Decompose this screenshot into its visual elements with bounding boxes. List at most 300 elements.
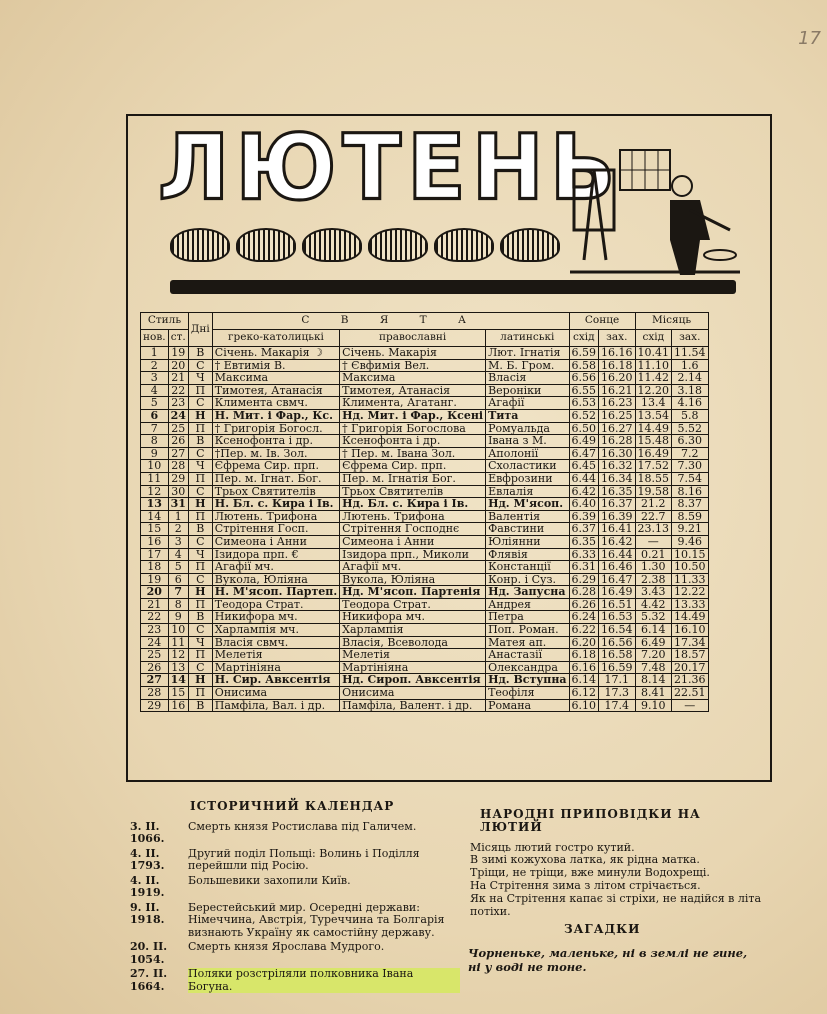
- moonset-cell: 14.49: [672, 611, 709, 624]
- pr-holiday-cell: Нд. Бл. с. Кира і Ів.: [340, 498, 486, 511]
- gk-holiday-cell: Власія свмч.: [212, 636, 339, 649]
- sunrise-cell: 6.53: [569, 397, 599, 410]
- table-row: [141, 510, 709, 523]
- day-new-cell: 7: [141, 422, 169, 435]
- weekday-cell: Н: [188, 674, 212, 687]
- sunset-cell: 16.59: [599, 661, 636, 674]
- day-new-cell: 10: [141, 460, 169, 473]
- gk-holiday-cell: Пер. м. Ігнат. Бог.: [212, 472, 339, 485]
- history-date: 3. II. 1066.: [130, 819, 165, 845]
- table-row: [141, 573, 709, 586]
- day-new-cell: 25: [141, 649, 169, 662]
- moonrise-cell: 1.30: [635, 561, 672, 574]
- sunrise-cell: 6.40: [569, 498, 599, 511]
- pr-holiday-cell: Ізидора прп., Миколи: [340, 548, 486, 561]
- weekday-cell: С: [188, 535, 212, 548]
- day-new-cell: 23: [141, 624, 169, 637]
- moonrise-cell: 10.41: [635, 347, 672, 360]
- gk-holiday-cell: Памфіла, Вал. і др.: [212, 699, 339, 712]
- lt-holiday-cell: Петра: [486, 611, 569, 624]
- pr-holiday-cell: Пер. м. Ігнатія Бог.: [340, 472, 486, 485]
- pr-holiday-cell: Власія, Всеволода: [340, 636, 486, 649]
- moonset-cell: 3.18: [672, 384, 709, 397]
- day-new-cell: 9: [141, 447, 169, 460]
- pr-header: православні: [340, 330, 486, 347]
- lt-holiday-cell: Нд. Запусна: [486, 586, 569, 599]
- table-row: [141, 699, 709, 712]
- table-row: [141, 372, 709, 385]
- sunset-cell: 16.47: [599, 573, 636, 586]
- moonset-cell: 13.33: [672, 598, 709, 611]
- corn-ornament: [170, 228, 570, 266]
- proverb-line: На Стрітення зима з літом стрічається.: [470, 878, 701, 892]
- riddles-title: ЗАГАДКИ: [564, 922, 641, 936]
- lt-holiday-cell: Олександра: [486, 661, 569, 674]
- riddles-section: [468, 922, 768, 974]
- proverb-line: Тріщи, не тріщи, вже минули Водохрещі.: [470, 866, 710, 880]
- sunset-cell: 16.18: [599, 359, 636, 372]
- day-old-cell: 26: [168, 435, 188, 448]
- sunrise-cell: 6.42: [569, 485, 599, 498]
- moonset-header: зах.: [672, 330, 709, 347]
- day-new-cell: 8: [141, 435, 169, 448]
- weekday-cell: В: [188, 523, 212, 536]
- moonrise-cell: 7.20: [635, 649, 672, 662]
- gk-holiday-cell: Трьох Святителів: [212, 485, 339, 498]
- table-row: [141, 624, 709, 637]
- gk-holiday-cell: Лютень. Трифона: [212, 510, 339, 523]
- moonset-cell: —: [672, 699, 709, 712]
- pr-holiday-cell: Никифора мч.: [340, 611, 486, 624]
- day-new-cell: 6: [141, 409, 169, 422]
- sunset-cell: 16.44: [599, 548, 636, 561]
- table-row: [141, 422, 709, 435]
- corn-icon: [434, 228, 494, 262]
- weekday-cell: С: [188, 397, 212, 410]
- sunrise-cell: 6.58: [569, 359, 599, 372]
- sunset-cell: 16.25: [599, 409, 636, 422]
- history-text: Смерть князя Ярослава Мудрого.: [188, 940, 385, 953]
- pr-holiday-cell: Єфрема Сир. прп.: [340, 460, 486, 473]
- moonset-cell: 17.34: [672, 636, 709, 649]
- sunrise-cell: 6.28: [569, 586, 599, 599]
- lt-holiday-cell: Андрея: [486, 598, 569, 611]
- pr-holiday-cell: Мартініяна: [340, 661, 486, 674]
- sunrise-cell: 6.10: [569, 699, 599, 712]
- history-event: [130, 968, 460, 993]
- lt-holiday-cell: Лют. Ігнатія: [486, 347, 569, 360]
- pr-holiday-cell: Теодора Страт.: [340, 598, 486, 611]
- moonset-cell: 7.54: [672, 472, 709, 485]
- sunset-cell: 16.34: [599, 472, 636, 485]
- history-event: [130, 848, 460, 873]
- sunset-cell: 16.16: [599, 347, 636, 360]
- sunset-cell: 16.23: [599, 397, 636, 410]
- sunset-cell: 16.41: [599, 523, 636, 536]
- pr-holiday-cell: Максима: [340, 372, 486, 385]
- day-new-cell: 21: [141, 598, 169, 611]
- sunset-cell: 16.32: [599, 460, 636, 473]
- day-old-cell: 14: [168, 674, 188, 687]
- moonset-cell: 20.17: [672, 661, 709, 674]
- lt-holiday-cell: Нд. Вступна: [486, 674, 569, 687]
- weekday-cell: В: [188, 611, 212, 624]
- lt-holiday-cell: М. Б. Гром.: [486, 359, 569, 372]
- sunrise-cell: 6.49: [569, 435, 599, 448]
- sunset-cell: 16.30: [599, 447, 636, 460]
- sunrise-cell: 6.39: [569, 510, 599, 523]
- day-new-cell: 12: [141, 485, 169, 498]
- weekday-cell: В: [188, 347, 212, 360]
- moonrise-cell: 12.20: [635, 384, 672, 397]
- sunset-cell: 16.21: [599, 384, 636, 397]
- history-event: [130, 902, 460, 940]
- table-row: [141, 472, 709, 485]
- calendar-body: [141, 347, 709, 712]
- moonrise-cell: 7.48: [635, 661, 672, 674]
- gk-holiday-cell: Єфрема Сир. прп.: [212, 460, 339, 473]
- table-row: [141, 598, 709, 611]
- moonrise-cell: 11.42: [635, 372, 672, 385]
- sunset-cell: 16.20: [599, 372, 636, 385]
- day-new-cell: 3: [141, 372, 169, 385]
- table-row: [141, 548, 709, 561]
- holidays-header: С В Я Т А: [212, 313, 569, 330]
- day-old-cell: 9: [168, 611, 188, 624]
- gk-holiday-cell: Симеона і Анни: [212, 535, 339, 548]
- history-text: Смерть князя Ростислава під Галичем.: [188, 819, 417, 833]
- moonset-cell: 18.57: [672, 649, 709, 662]
- day-old-cell: 10: [168, 624, 188, 637]
- day-new-cell: 20: [141, 586, 169, 599]
- sunrise-header: схід: [569, 330, 599, 347]
- lt-holiday-cell: Констанції: [486, 561, 569, 574]
- table-header-row: [141, 313, 709, 330]
- weekday-cell: С: [188, 359, 212, 372]
- day-new-cell: 29: [141, 699, 169, 712]
- gk-holiday-cell: Харлампія мч.: [212, 624, 339, 637]
- sunset-cell: 16.28: [599, 435, 636, 448]
- gk-holiday-cell: Никифора мч.: [212, 611, 339, 624]
- header-divider-bar: [170, 280, 736, 294]
- sunrise-cell: 6.50: [569, 422, 599, 435]
- sunset-cell: 16.39: [599, 510, 636, 523]
- day-new-cell: 28: [141, 687, 169, 700]
- proverb-line: Як на Стрітення капає зі стріхи, не надійся в літа потіхи.: [470, 891, 762, 918]
- sunrise-cell: 6.59: [569, 347, 599, 360]
- proverbs-section: [468, 808, 768, 918]
- day-new-cell: 11: [141, 472, 169, 485]
- pr-holiday-cell: † Пер. м. Івана Зол.: [340, 447, 486, 460]
- pr-holiday-cell: Харлампія: [340, 624, 486, 637]
- gk-holiday-cell: †Пер. м. Ів. Зол.: [212, 447, 339, 460]
- table-row: [141, 347, 709, 360]
- proverbs-title: НАРОДНІ ПРИПОВІДКИ НА ЛЮТИЙ: [480, 807, 701, 834]
- day-old-cell: 22: [168, 384, 188, 397]
- day-old-cell: 12: [168, 649, 188, 662]
- moonrise-cell: 16.49: [635, 447, 672, 460]
- day-old-cell: 31: [168, 498, 188, 511]
- gk-holiday-cell: Січень. Макарія ☽: [212, 347, 339, 360]
- lt-header: латинські: [486, 330, 569, 347]
- sunset-cell: 16.49: [599, 586, 636, 599]
- pr-holiday-cell: Вукола, Юліяна: [340, 573, 486, 586]
- sunset-cell: 16.46: [599, 561, 636, 574]
- table-row: [141, 649, 709, 662]
- proverb-line: В зимі кожухова латка, як рідна матка.: [470, 853, 700, 867]
- moonset-cell: 10.50: [672, 561, 709, 574]
- page-number: 17: [798, 28, 821, 49]
- sunset-cell: 17.3: [599, 687, 636, 700]
- weekday-cell: С: [188, 573, 212, 586]
- history-event: [130, 821, 460, 846]
- pr-holiday-cell: Агафії мч.: [340, 561, 486, 574]
- gk-holiday-cell: Ксенофонта і др.: [212, 435, 339, 448]
- gk-holiday-cell: Н. М'ясоп. Партеп.: [212, 586, 339, 599]
- moonset-cell: 9.46: [672, 535, 709, 548]
- weekday-cell: С: [188, 661, 212, 674]
- month-title: ЛЮТЕНЬ: [158, 115, 622, 221]
- sunrise-cell: 6.18: [569, 649, 599, 662]
- sunrise-cell: 6.35: [569, 535, 599, 548]
- gk-holiday-cell: Климента свмч.: [212, 397, 339, 410]
- moonset-cell: 4.16: [672, 397, 709, 410]
- table-row: [141, 397, 709, 410]
- moonrise-cell: 22.7: [635, 510, 672, 523]
- moonset-cell: 16.10: [672, 624, 709, 637]
- moonset-cell: 7.2: [672, 447, 709, 460]
- weekday-cell: С: [188, 447, 212, 460]
- weekday-cell: П: [188, 561, 212, 574]
- gk-holiday-cell: Максима: [212, 372, 339, 385]
- sunset-cell: 16.54: [599, 624, 636, 637]
- day-old-cell: 2: [168, 523, 188, 536]
- sunrise-cell: 6.45: [569, 460, 599, 473]
- sunset-cell: 17.4: [599, 699, 636, 712]
- table-row: [141, 485, 709, 498]
- gk-holiday-cell: Н. Сир. Авксентія: [212, 674, 339, 687]
- pr-holiday-cell: † Євфимія Вел.: [340, 359, 486, 372]
- sunrise-cell: 6.56: [569, 372, 599, 385]
- history-date: 9. II. 1918.: [130, 900, 165, 926]
- day-old-cell: 24: [168, 409, 188, 422]
- sunrise-cell: 6.52: [569, 409, 599, 422]
- lt-holiday-cell: Юліянни: [486, 535, 569, 548]
- gk-holiday-cell: Н. Бл. с. Кира і Ів.: [212, 498, 339, 511]
- moonrise-cell: 0.21: [635, 548, 672, 561]
- pr-holiday-cell: Ксенофонта і др.: [340, 435, 486, 448]
- lt-holiday-cell: Власія: [486, 372, 569, 385]
- moonrise-cell: 17.52: [635, 460, 672, 473]
- moonset-cell: 10.15: [672, 548, 709, 561]
- pr-holiday-cell: Симеона і Анни: [340, 535, 486, 548]
- sunrise-cell: 6.12: [569, 687, 599, 700]
- table-row: [141, 498, 709, 511]
- moonset-cell: 5.52: [672, 422, 709, 435]
- corn-icon: [236, 228, 296, 262]
- moonset-cell: 8.37: [672, 498, 709, 511]
- gk-holiday-cell: Тимотея, Атанасія: [212, 384, 339, 397]
- weekday-cell: Н: [188, 586, 212, 599]
- lt-holiday-cell: Флявія: [486, 548, 569, 561]
- pr-holiday-cell: Мелетія: [340, 649, 486, 662]
- painter-illustration: [570, 140, 740, 280]
- weekday-cell: Ч: [188, 636, 212, 649]
- moonrise-cell: 9.10: [635, 699, 672, 712]
- sunset-cell: 16.53: [599, 611, 636, 624]
- gk-holiday-cell: † Евтимія В.: [212, 359, 339, 372]
- lt-holiday-cell: Романа: [486, 699, 569, 712]
- weekday-cell: С: [188, 485, 212, 498]
- weekday-cell: Н: [188, 409, 212, 422]
- weekday-cell: П: [188, 687, 212, 700]
- sunset-cell: 16.58: [599, 649, 636, 662]
- history-text: Большевики захопили Київ.: [188, 873, 351, 887]
- sunrise-cell: 6.24: [569, 611, 599, 624]
- corn-icon: [368, 228, 428, 262]
- pr-holiday-cell: Нд. Сироп. Авксентія: [340, 674, 486, 687]
- pr-holiday-cell: Нд. М'ясоп. Партенія: [340, 586, 486, 599]
- gk-holiday-cell: Мелетія: [212, 649, 339, 662]
- day-old-cell: 6: [168, 573, 188, 586]
- lt-holiday-cell: Конр. і Суз.: [486, 573, 569, 586]
- gk-holiday-cell: Мартініяна: [212, 661, 339, 674]
- sunrise-cell: 6.20: [569, 636, 599, 649]
- day-old-cell: 3: [168, 535, 188, 548]
- table-row: [141, 687, 709, 700]
- day-old-cell: 1: [168, 510, 188, 523]
- weekday-cell: П: [188, 422, 212, 435]
- moonrise-cell: 23.13: [635, 523, 672, 536]
- day-new-cell: 15: [141, 523, 169, 536]
- lt-holiday-cell: Валентія: [486, 510, 569, 523]
- moonrise-cell: 8.41: [635, 687, 672, 700]
- history-date: 4. II. 1919.: [130, 873, 165, 899]
- pr-holiday-cell: Трьох Святителів: [340, 485, 486, 498]
- weekday-cell: В: [188, 699, 212, 712]
- lt-holiday-cell: Поп. Роман.: [486, 624, 569, 637]
- table-row: [141, 535, 709, 548]
- weekday-cell: П: [188, 472, 212, 485]
- gk-header: греко-католицькі: [212, 330, 339, 347]
- pr-holiday-cell: † Григорія Богослова: [340, 422, 486, 435]
- proverb-line: Місяць лютий гостро кутий.: [470, 840, 635, 854]
- table-row: [141, 636, 709, 649]
- lt-holiday-cell: Схоластики: [486, 460, 569, 473]
- riddle-line: Чорненьке, маленьке, ні в землі не гине,: [468, 946, 748, 960]
- lt-holiday-cell: Тита: [486, 409, 569, 422]
- table-row: [141, 523, 709, 536]
- pr-holiday-cell: Памфіла, Валент. і др.: [340, 699, 486, 712]
- moonrise-cell: 14.49: [635, 422, 672, 435]
- table-row: [141, 611, 709, 624]
- moonrise-cell: 19.58: [635, 485, 672, 498]
- moonset-cell: 12.22: [672, 586, 709, 599]
- table-row: [141, 586, 709, 599]
- day-old-cell: 29: [168, 472, 188, 485]
- history-text: Другий поділ Польщі: Волинь і Поділля перейшли під Росію.: [188, 846, 420, 872]
- sunrise-cell: 6.16: [569, 661, 599, 674]
- days-header: Дні: [188, 313, 212, 347]
- moonrise-cell: 3.43: [635, 586, 672, 599]
- gk-holiday-cell: Теодора Страт.: [212, 598, 339, 611]
- sunset-cell: 16.27: [599, 422, 636, 435]
- day-old-cell: 4: [168, 548, 188, 561]
- day-old-cell: 13: [168, 661, 188, 674]
- moonrise-cell: 4.42: [635, 598, 672, 611]
- moonset-cell: 8.16: [672, 485, 709, 498]
- lt-holiday-cell: Аполонії: [486, 447, 569, 460]
- pr-holiday-cell: Климента, Агатанг.: [340, 397, 486, 410]
- table-row: [141, 435, 709, 448]
- sun-header: Сонце: [569, 313, 635, 330]
- style-header: Стиль: [141, 313, 189, 330]
- moonrise-cell: 18.55: [635, 472, 672, 485]
- day-old-cell: 11: [168, 636, 188, 649]
- day-new-cell: 27: [141, 674, 169, 687]
- moonset-cell: 11.54: [672, 347, 709, 360]
- day-new-cell: 24: [141, 636, 169, 649]
- moonrise-header: схід: [635, 330, 672, 347]
- gk-holiday-cell: Вукола, Юліяна: [212, 573, 339, 586]
- day-new-cell: 18: [141, 561, 169, 574]
- sunrise-cell: 6.37: [569, 523, 599, 536]
- history-date: 4. II. 1793.: [130, 846, 165, 872]
- moonrise-cell: 13.4: [635, 397, 672, 410]
- sunrise-cell: 6.14: [569, 674, 599, 687]
- moonrise-cell: 6.14: [635, 624, 672, 637]
- gk-holiday-cell: Ізидора прп. €: [212, 548, 339, 561]
- history-date: 20. II. 1054.: [130, 940, 168, 966]
- gk-holiday-cell: Стрітення Госп.: [212, 523, 339, 536]
- lt-holiday-cell: Анастазії: [486, 649, 569, 662]
- sunset-cell: 16.42: [599, 535, 636, 548]
- day-new-cell: 22: [141, 611, 169, 624]
- sunset-header: зах.: [599, 330, 636, 347]
- pr-holiday-cell: Тимотея, Атанасія: [340, 384, 486, 397]
- weekday-cell: П: [188, 598, 212, 611]
- moonrise-cell: 6.49: [635, 636, 672, 649]
- table-row: [141, 460, 709, 473]
- day-new-cell: 26: [141, 661, 169, 674]
- lt-holiday-cell: Ромуальда: [486, 422, 569, 435]
- pr-holiday-cell: Стрітення Господнє: [340, 523, 486, 536]
- table-row: [141, 447, 709, 460]
- day-old-cell: 16: [168, 699, 188, 712]
- day-old-cell: 25: [168, 422, 188, 435]
- moonrise-cell: —: [635, 535, 672, 548]
- table-row: [141, 674, 709, 687]
- lt-holiday-cell: Матея ап.: [486, 636, 569, 649]
- day-new-cell: 19: [141, 573, 169, 586]
- day-old-cell: 8: [168, 598, 188, 611]
- sunset-cell: 16.37: [599, 498, 636, 511]
- history-date: 27. II. 1664.: [130, 967, 168, 993]
- lt-holiday-cell: Нд. М'ясоп.: [486, 498, 569, 511]
- day-new-cell: 4: [141, 384, 169, 397]
- history-event: [130, 941, 460, 966]
- lt-holiday-cell: Фавстини: [486, 523, 569, 536]
- history-title: ІСТОРИЧНИЙ КАЛЕНДАР: [190, 799, 395, 813]
- history-text: Поляки розстріляли полковника Івана Богуна.: [188, 968, 460, 993]
- moonset-cell: 2.14: [672, 372, 709, 385]
- sunrise-cell: 6.33: [569, 548, 599, 561]
- lt-holiday-cell: Теофіля: [486, 687, 569, 700]
- pr-holiday-cell: Січень. Макарія: [340, 347, 486, 360]
- riddle-line: ні у воді не тоне.: [468, 960, 587, 974]
- day-new-cell: 17: [141, 548, 169, 561]
- day-new-cell: 5: [141, 397, 169, 410]
